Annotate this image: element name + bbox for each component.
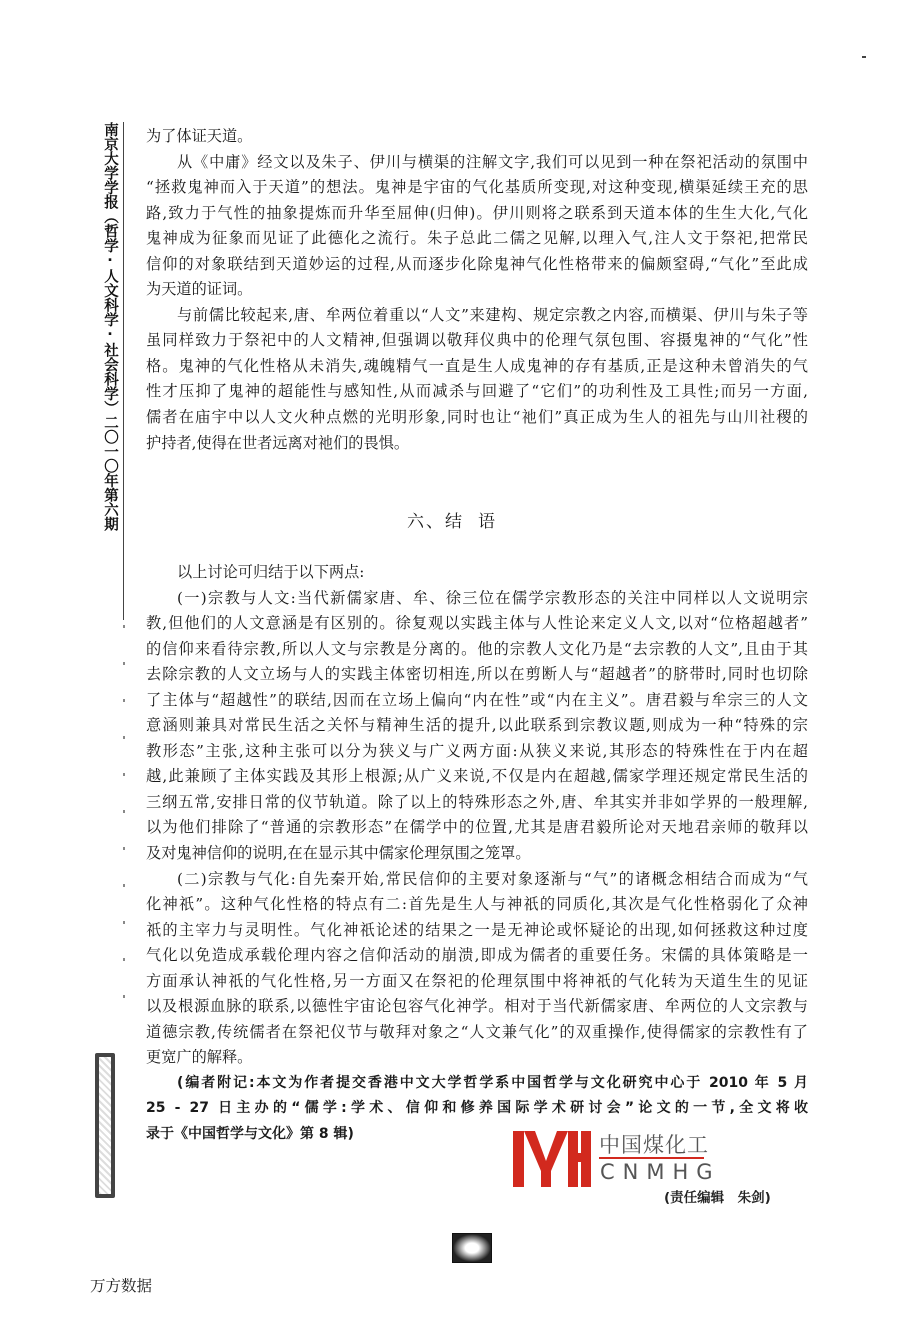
- text-line: 祇的主宰力与灵明性。气化神祇论述的结果之一是无神论或怀疑论的出现,如何拯救这种过度: [146, 920, 808, 939]
- text-line: 以为他们排除了“普通的宗教形态”在儒学中的位置,尤其是唐君毅所论对天地君亲师的敬拜以: [146, 818, 808, 837]
- text-line: 去除宗教的人文立场与人的实践主体密切相连,所以在剪断人与“超越者”的脐带时,同时也切除: [146, 665, 808, 684]
- watermark-logo: [503, 1127, 721, 1189]
- scan-stamp-artifact: [95, 1053, 115, 1198]
- text-line: 与前儒比较起来,唐、牟两位着重以“人文”来建构、规定宗教之内容,而横渠、伊川与朱子等: [177, 305, 808, 324]
- section-heading-part2: 语: [478, 512, 497, 532]
- watermark-divider: [599, 1157, 704, 1159]
- text-line: 方面承认神祇的气化性格,另一方面又在祭祀的伦理氛围中将神祇的气化转为天道生生的见证: [146, 971, 808, 990]
- paragraph-continuation: [146, 124, 808, 150]
- body-text: [146, 124, 808, 456]
- scan-speck: [862, 56, 866, 58]
- text-line: (二)宗教与气化:自先秦开始,常民信仰的主要对象逐渐与“气”的诸概念相结合而成为“气: [177, 869, 808, 888]
- text-line: 更宽广的解释。: [146, 1048, 253, 1067]
- text-line: 为天道的证词。: [146, 280, 253, 299]
- paragraph-zhongyong: [146, 150, 808, 303]
- text-line: 性才压抑了鬼神的超能性与感知性,从而减杀与回避了“它们”的功利性及工具性;而另一方面,: [146, 382, 808, 401]
- text-line: 从《中庸》经文以及朱子、伊川与横渠的注解文字,我们可以见到一种在祭祀活动的氛围中: [177, 152, 808, 171]
- text-line: 及对鬼神信仰的说明,在在显示其中儒家伦理氛围之笼罩。: [146, 844, 531, 863]
- text-line: 的信仰来看待宗教,所以人文与宗教是分离的。他的宗教人文化乃是“去宗教的人文”,且由于其: [146, 639, 808, 658]
- page-number-blot: [452, 1233, 492, 1263]
- margin-dotted-rule: [123, 625, 125, 1025]
- text-line: 道德宗教,传统儒者在祭祀仪节与敬拜对象之“人文兼气化”的双重操作,使得儒家的宗教性有了: [146, 1022, 808, 1041]
- margin-rule: [123, 122, 124, 620]
- watermark-brand-en: CNMHG: [600, 1160, 721, 1184]
- text-line: (编者附记:本文为作者提交香港中文大学哲学系中国哲学与文化研究中心于 2010 年 5 月: [177, 1074, 808, 1091]
- text-line: 儒者在庙宇中以人文火种点燃的光明形象,同时也让“祂们”真正成为生人的祖先与山川社稷的: [146, 408, 808, 427]
- text-line: 为了体证天道。: [146, 127, 253, 145]
- section-heading-part1: 六、结: [407, 512, 464, 532]
- text-line: 信仰的对象联结到天道妙运的过程,从而逐步化除鬼神气化性格带来的偏颇窒碍,“气化”至此成: [146, 254, 808, 273]
- text-line: 教,但他们的人文意涵是有区别的。徐复观以实践主体与人性论来定义人文,以对“位格超越者”: [146, 614, 808, 633]
- section-heading: [0, 507, 904, 532]
- text-line: 教形态”主张,这种主张可以分为狭义与广义两方面:从狭义来说,其形态的特殊性在于内在超: [146, 741, 808, 760]
- text-line: 以上讨论可归结于以下两点:: [177, 563, 365, 581]
- text-line: (一)宗教与人文:当代新儒家唐、牟、徐三位在儒学宗教形态的关注中同样以人文说明宗: [177, 588, 808, 607]
- text-line: 气化以免造成承载伦理内容之信仰活动的崩溃,即成为儒者的重要任务。宋儒的具体策略是一: [146, 946, 808, 965]
- text-line: 了主体与“超越性”的联结,因而在立场上偏向“内在性”或“内在主义”。唐君毅与牟宗三的人文: [146, 690, 808, 709]
- text-line: 录于《中国哲学与文化》第 8 辑): [146, 1126, 354, 1143]
- cnmhg-logo-icon: [513, 1131, 591, 1187]
- text-line: 化神祇”。这种气化性格的特点有二:首先是生人与神祇的同质化,其次是气化性格弱化了众神: [146, 895, 808, 914]
- journal-running-head: 南京大学学报（哲学·人文科学·社会科学）二〇一〇年第六期: [102, 122, 118, 531]
- watermark-brand-cn: 中国煤化工: [599, 1133, 709, 1157]
- paragraph-summary-intro: [146, 560, 808, 586]
- paragraph-religion-humanism: [146, 586, 808, 867]
- text-line: 以及根源血脉的联系,以德性宇宙论包容气化神学。相对于当代新儒家唐、牟两位的人文宗教与: [146, 997, 808, 1016]
- text-line: 三纲五常,安排日常的仪节轨道。除了以上的特殊形态之外,唐、牟其实并非如学界的一般理解,: [146, 792, 808, 811]
- text-line: 意涵则兼具对常民生活之关怀与精神生活的提升,以此联系到宗教议题,则成为一种“特殊的宗: [146, 716, 808, 735]
- text-line: 护持者,使得在世者远离对祂们的畏惧。: [146, 433, 410, 452]
- footer-source: 万方数据: [90, 1277, 153, 1295]
- paragraph-comparison: [146, 303, 808, 456]
- text-line: 路,致力于气性的抽象提炼而升华至屈伸(归伸)。伊川则将之联系到天道本体的生生大化,气化: [146, 203, 808, 222]
- text-line: 25 - 27 日主办的“儒学:学术、信仰和修养国际学术研讨会”论文的一节,全文将收: [146, 1100, 808, 1117]
- text-line: 越,此兼顾了主体实践及其形上根源;从广义来说,不仅是内在超越,儒家学理还规定常民生活的: [146, 767, 808, 786]
- conclusion-text: [146, 560, 808, 1148]
- paragraph-religion-qi: [146, 867, 808, 1071]
- responsible-editor: (责任编辑 朱剑): [664, 1190, 771, 1206]
- text-line: 鬼神成为征象而见证了此德化之流行。朱子总此二儒之见解,以理入气,注人文于祭祀,把常民: [146, 229, 808, 248]
- text-line: “拯救鬼神而入于天道”的想法。鬼神是宇宙的气化基质所变现,对这种变现,横渠延续王充的思: [146, 178, 808, 197]
- text-line: 虽同样致力于祭祀中的人文精神,但强调以敬拜仪典中的伦理气氛包围、容摄鬼神的“气化”性: [146, 331, 808, 350]
- text-line: 格。鬼神的气化性格从未消失,魂魄精气一直是生人成鬼神的存有基质,正是这种未曾消失的气: [146, 356, 808, 375]
